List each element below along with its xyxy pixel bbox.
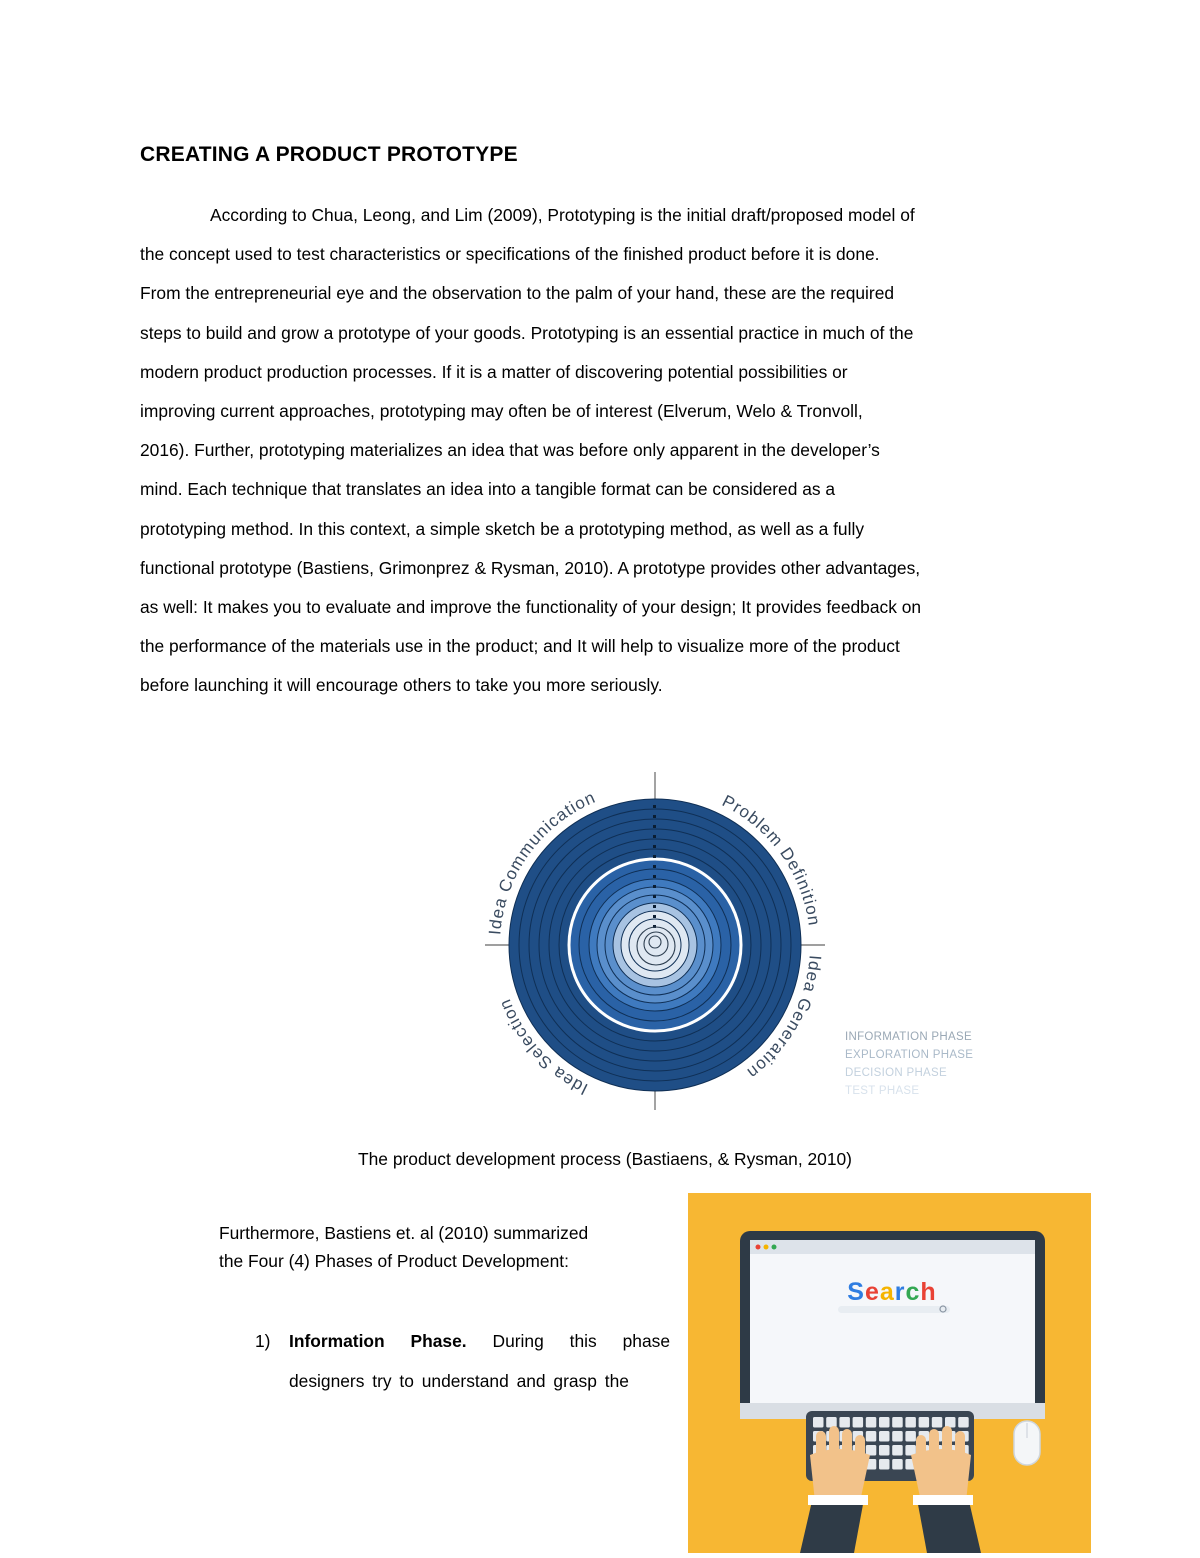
phases-intro-line: the Four (4) Phases of Product Development: (219, 1250, 569, 1271)
axis-tick (653, 905, 656, 908)
keyboard-key (826, 1417, 837, 1428)
keyboard-key (945, 1417, 956, 1428)
list-item-heading: Information Phase. (289, 1331, 467, 1351)
list-item-text: During this phase (466, 1331, 671, 1351)
keyboard-key (958, 1417, 969, 1428)
keyboard-key (892, 1417, 903, 1428)
keyboard-key (919, 1417, 930, 1428)
computer-illustration-art (688, 1193, 1091, 1553)
keyboard-key (866, 1431, 877, 1442)
quadrant-label-idea-communication: Idea Communication (485, 787, 599, 936)
paragraph-line: as well: It makes you to evaluate and improve the functionality of your design; It provides feedback on (140, 597, 922, 618)
legend-exploration-phase: EXPLORATION PHASE (845, 1049, 974, 1061)
paragraph-line: 2016). Further, prototyping materializes an idea that was before only apparent in the developer’s (140, 440, 880, 461)
phase-rings (509, 799, 801, 1091)
keyboard-key (905, 1417, 916, 1428)
keyboard-key (879, 1431, 890, 1442)
paragraph-line: the performance of the materials use in the product; and It will help to visualize more of the product (140, 636, 900, 657)
monitor-screen (750, 1240, 1035, 1403)
axis-tick (653, 825, 656, 828)
paragraph-line: before launching it will encourage others to take you more seriously. (140, 675, 663, 696)
keyboard-key (879, 1417, 890, 1428)
keyboard-key (905, 1431, 916, 1442)
browser-dot-icon (772, 1245, 777, 1250)
paragraph-line: According to Chua, Leong, and Lim (2009), Prototyping is the initial draft/proposed model of (210, 205, 915, 225)
axis-tick (653, 835, 656, 838)
search-letter: r (894, 1278, 906, 1306)
browser-dot-icon (764, 1245, 769, 1250)
keyboard-key (866, 1445, 877, 1456)
quadrant-label-problem-definition: Problem Definition (719, 791, 824, 928)
legend-information-phase: INFORMATION PHASE (845, 1031, 972, 1043)
paragraph-line: mind. Each technique that translates an idea into a tangible format can be considered as a (140, 479, 836, 500)
axis-tick (653, 895, 656, 898)
keyboard-key (866, 1417, 877, 1428)
computer-illustration (688, 1193, 1091, 1553)
axis-tick (653, 885, 656, 888)
paragraph-line: functional prototype (Bastiens, Grimonprez & Rysman, 2010). A prototype provides other advantages, (140, 557, 921, 578)
quadrant-label-idea-selection: Idea Selection (495, 995, 591, 1099)
list-number: 1) (255, 1331, 271, 1351)
list-item-information-phase (255, 1322, 670, 1401)
phases-intro (219, 1220, 659, 1275)
paragraph-line: From the entrepreneurial eye and the observation to the palm of your hand, these are the required (140, 283, 895, 304)
browser-toolbar (750, 1240, 1035, 1254)
search-logo (847, 1278, 936, 1306)
browser-dot-icon (756, 1245, 761, 1250)
keyboard-key (879, 1459, 890, 1470)
search-letter: e (864, 1278, 880, 1306)
keyboard-key (932, 1417, 943, 1428)
product-development-diagram (420, 760, 1000, 1130)
phase-legend (845, 1031, 973, 1097)
keyboard-key (892, 1445, 903, 1456)
intro-paragraph (140, 196, 1040, 706)
legend-test-phase: TEST PHASE (845, 1085, 920, 1097)
keyboard-key (813, 1417, 824, 1428)
keyboard-key (839, 1417, 850, 1428)
paragraph-line: improving current approaches, prototyping may often be of interest (Elverum, Welo & Tronvoll, (140, 401, 863, 422)
diagram-caption: The product development process (Bastiaens, & Rysman, 2010) (358, 1149, 852, 1169)
search-letter: S (847, 1278, 865, 1306)
axis-tick (653, 805, 656, 808)
phases-intro-line: Furthermore, Bastiens et. al (2010) summarized (219, 1223, 589, 1243)
axis-tick (653, 865, 656, 868)
search-letter: c (905, 1278, 921, 1306)
keyboard-key (879, 1445, 890, 1456)
axis-tick (653, 915, 656, 918)
list-item-line: designers try to understand and grasp the (289, 1370, 629, 1391)
keyboard-key (892, 1459, 903, 1470)
paragraph-line: modern product production processes. If it is a matter of discovering potential possibilities or (140, 361, 848, 382)
axis-tick (653, 875, 656, 878)
search-letter: h (920, 1278, 937, 1306)
page-title: CREATING A PRODUCT PROTOTYPE (140, 143, 518, 166)
paragraph-line: steps to build and grow a prototype of your goods. Prototyping is an essential practice in much of the (140, 322, 914, 343)
paragraph-line: the concept used to test characteristics or specifications of the finished product before it is done. (140, 244, 880, 265)
axis-tick (653, 815, 656, 818)
axis-tick (653, 845, 656, 848)
keyboard-key (853, 1417, 864, 1428)
quadrant-label-idea-generation: Idea Generation (743, 954, 825, 1083)
paragraph-line: prototyping method. In this context, a simple sketch be a prototyping method, as well as a fully (140, 518, 865, 539)
legend-decision-phase: DECISION PHASE (845, 1067, 947, 1079)
keyboard-key (892, 1431, 903, 1442)
list-item-line (289, 1322, 670, 1362)
axis-tick (653, 855, 656, 858)
search-bar (838, 1306, 950, 1313)
search-letter: a (879, 1278, 895, 1306)
